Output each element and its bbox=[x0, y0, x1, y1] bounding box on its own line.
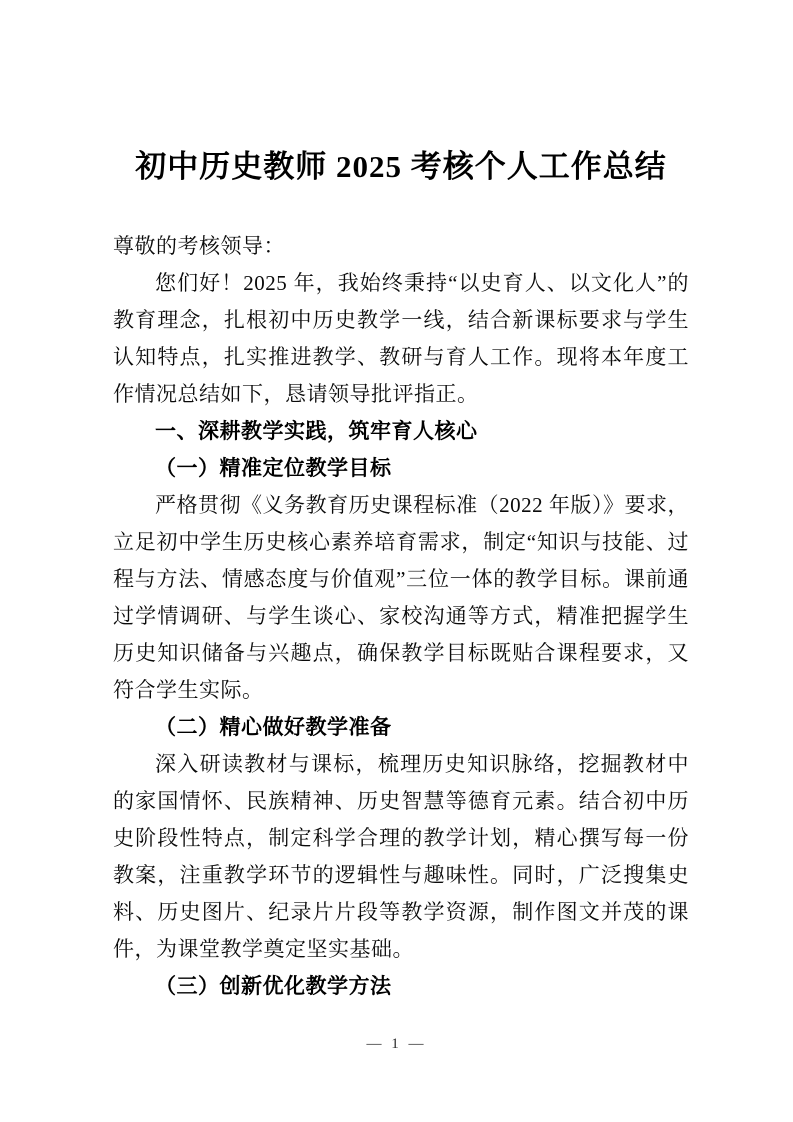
paragraph-teaching-goals: 严格贯彻《义务教育历史课程标准（2022 年版）》要求，立足初中学生历史核心素养培育需求，制定“知识与技能、过程与方法、情感态度与价值观”三位一体的教学目标。课前通过学情调研、与学生谈心、家校沟通等方式，精准把握学生历史知识储备与兴趣点，确保教学目标既贴合课程要求，又符合学生实际。 bbox=[113, 493, 689, 702]
section-heading-1: 一、深耕教学实践，筑牢育人核心 bbox=[155, 419, 478, 443]
subsection-heading-2: （二）精心做好教学准备 bbox=[155, 715, 392, 739]
salutation: 尊敬的考核领导： bbox=[113, 234, 285, 258]
paragraph-intro: 您们好！2025 年，我始终秉持“以史育人、以文化人”的教育理念，扎根初中历史教学一线，结合新课标要求与学生认知特点，扎实推进教学、教研与育人工作。现将本年度工作情况总结如下，恳请领导批评指正。 bbox=[113, 271, 689, 406]
paragraph-teaching-preparation: 深入研读教材与课标，梳理历史知识脉络，挖掘教材中的家国情怀、民族精神、历史智慧等德育元素。结合初中历史阶段性特点，制定科学合理的教学计划，精心撰写每一份教案，注重教学环节的逻辑性与趣味性。同时，广泛搜集史料、历史图片、纪录片片段等教学资源，制作图文并茂的课件，为课堂教学奠定坚实基础。 bbox=[113, 752, 689, 961]
subsection-heading-1: （一）精准定位教学目标 bbox=[155, 456, 392, 480]
document-title: 初中历史教师 2025 考核个人工作总结 bbox=[135, 149, 667, 184]
subsection-heading-3: （三）创新优化教学方法 bbox=[155, 974, 392, 998]
document-content bbox=[113, 0, 689, 1005]
page-number: — 1 — bbox=[366, 1036, 427, 1052]
page-footer bbox=[0, 1034, 793, 1054]
